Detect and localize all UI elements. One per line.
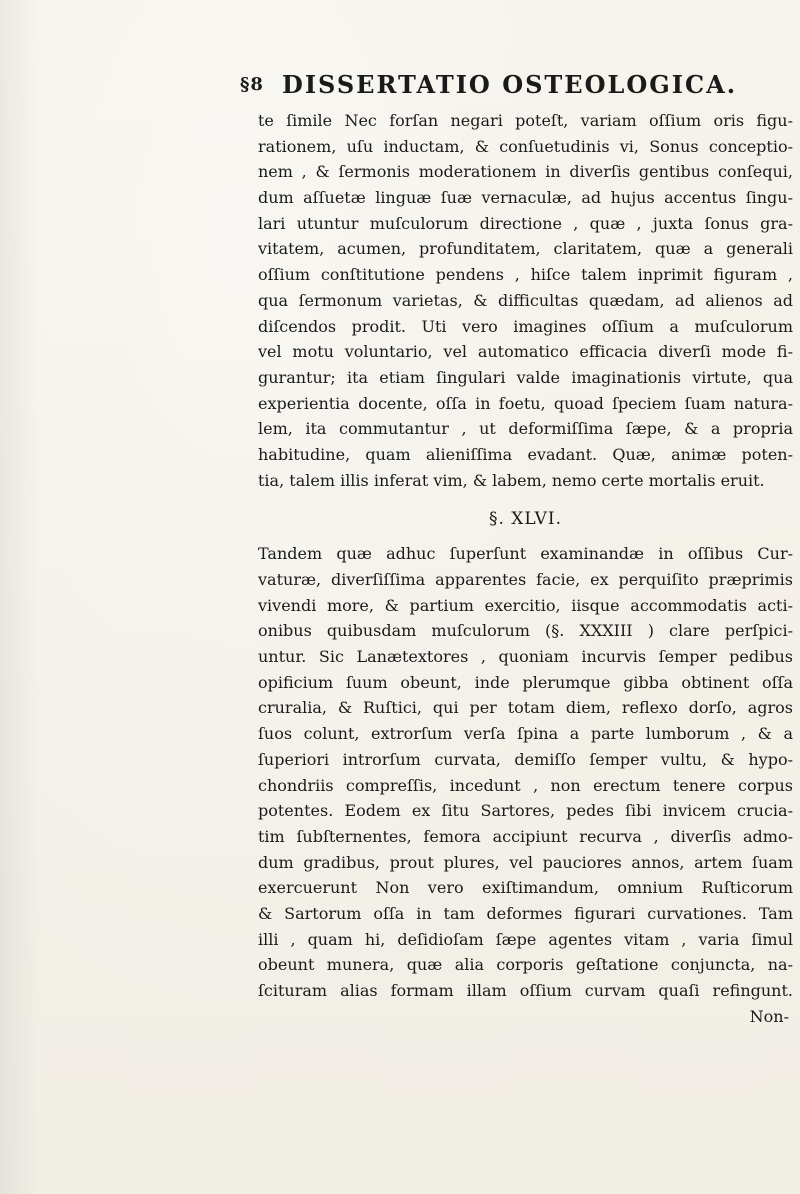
text-line: illi , quam hi, deſidioſam ſæpe agentes vitam , varia ſimul bbox=[258, 929, 793, 949]
text-line: vaturæ, diverſiſſima apparentes facie, ex perquiſito præprimis bbox=[258, 570, 793, 589]
text-line: ſcituram alias formam illam oſſium curvam quaſi refingunt. bbox=[258, 981, 793, 1000]
text-line: diſcendos prodit. Uti vero imagines oſſium a muſculorum bbox=[258, 316, 793, 336]
text-line: qua ſermonum varietas, & difficultas quædam, ad alienos ad bbox=[258, 290, 793, 310]
text-line: chondriis compreſſis, incedunt , non erectum tenere corpus bbox=[258, 775, 793, 795]
text-line: tim ſubſternentes, femora accipiunt recurva , diverſis admo- bbox=[258, 826, 793, 846]
text-line: opificium ſuum obeunt, inde plerumque gibba obtinent oſſa bbox=[258, 672, 793, 692]
text-line: gurantur; ita etiam ſingulari valde imaginationis virtute, qua bbox=[258, 367, 793, 387]
text-line: nem , & ſermonis moderationem in diverſis gentibus conſequi, bbox=[258, 162, 793, 182]
text-line: potentes. Eodem ex ſitu Sartores, pedes ſibi invicem crucia- bbox=[258, 801, 793, 821]
text-line: lem, ita commutantur , ut deformiſſima ſæpe, & a propria bbox=[258, 419, 793, 439]
text-line: rationem, uſu inductam, & conſuetudinis vi, Sonus conceptio- bbox=[258, 136, 793, 156]
page-number: §8 bbox=[240, 74, 264, 95]
text-line: dum gradibus, prout plures, vel pauciores annos, artem ſuam bbox=[258, 852, 793, 872]
text-line: ſuperiori introrſum curvata, demiſſo ſemper vultu, & hypo- bbox=[258, 749, 793, 769]
page-header bbox=[240, 62, 738, 102]
text-line: vivendi more, & partium exercitio, iisque accommodatis acti- bbox=[258, 595, 793, 615]
text-line: ſuos colunt, extrorſum verſa ſpina a parte lumborum , & a bbox=[258, 724, 793, 744]
catchword: Non- bbox=[749, 1006, 789, 1026]
running-head: DISSERTATIO OSTEOLOGICA. bbox=[282, 70, 738, 99]
text-line: vel motu voluntario, vel automatico efficacia diverſi mode fi- bbox=[258, 342, 793, 362]
text-line: cruralia, & Ruſtici, qui per totam diem, reflexo dorſo, agros bbox=[258, 698, 793, 718]
text-line: habitudine, quam alieniſſima evadant. Quæ, animæ poten- bbox=[258, 444, 793, 464]
text-line: obeunt munera, quæ alia corporis geſtatione conjuncta, na- bbox=[258, 955, 793, 975]
text-line: Tandem quæ adhuc ſuperſunt examinandæ in oſſibus Cur- bbox=[258, 544, 793, 564]
text-line: dum aſſuetæ linguæ ſuæ vernaculæ, ad hujus accentus ſingu- bbox=[258, 188, 793, 208]
text-line: tia, talem illis inferat vim, & labem, nemo certe mortalis eruit. bbox=[258, 470, 765, 490]
section-heading: §. XLVI. bbox=[488, 509, 563, 530]
text-line: experientia docente, oſſa in foetu, quoad ſpeciem ſuam natura- bbox=[258, 393, 793, 413]
text-line: exercuerunt Non vero exiſtimandum, omnium Ruſticorum bbox=[258, 878, 793, 898]
text-line: vitatem, acumen, profunditatem, claritatem, quæ a generali bbox=[258, 239, 793, 259]
text-line: oſſium conſtitutione pendens , hiſce talem inprimit figuram , bbox=[258, 265, 793, 285]
paragraph-1 bbox=[258, 108, 793, 493]
text-line: onibus quibusdam muſculorum (§. XXXIII ) clare perſpici- bbox=[258, 621, 793, 641]
text-line: te ſimile Nec forſan negari poteſt, variam oſſium oris figu- bbox=[258, 111, 793, 130]
binding-shadow bbox=[0, 0, 40, 1194]
text-line: untur. Sic Lanætextores , quoniam incurvis ſemper pedibus bbox=[258, 647, 793, 667]
text-line: lari utuntur muſculorum directione , quæ , juxta ſonus gra- bbox=[258, 213, 793, 233]
paragraph-2 bbox=[258, 541, 793, 1003]
text-line: & Sartorum oſſa in tam deformes figurari curvationes. Tam bbox=[258, 903, 793, 923]
body-text bbox=[258, 108, 793, 1029]
